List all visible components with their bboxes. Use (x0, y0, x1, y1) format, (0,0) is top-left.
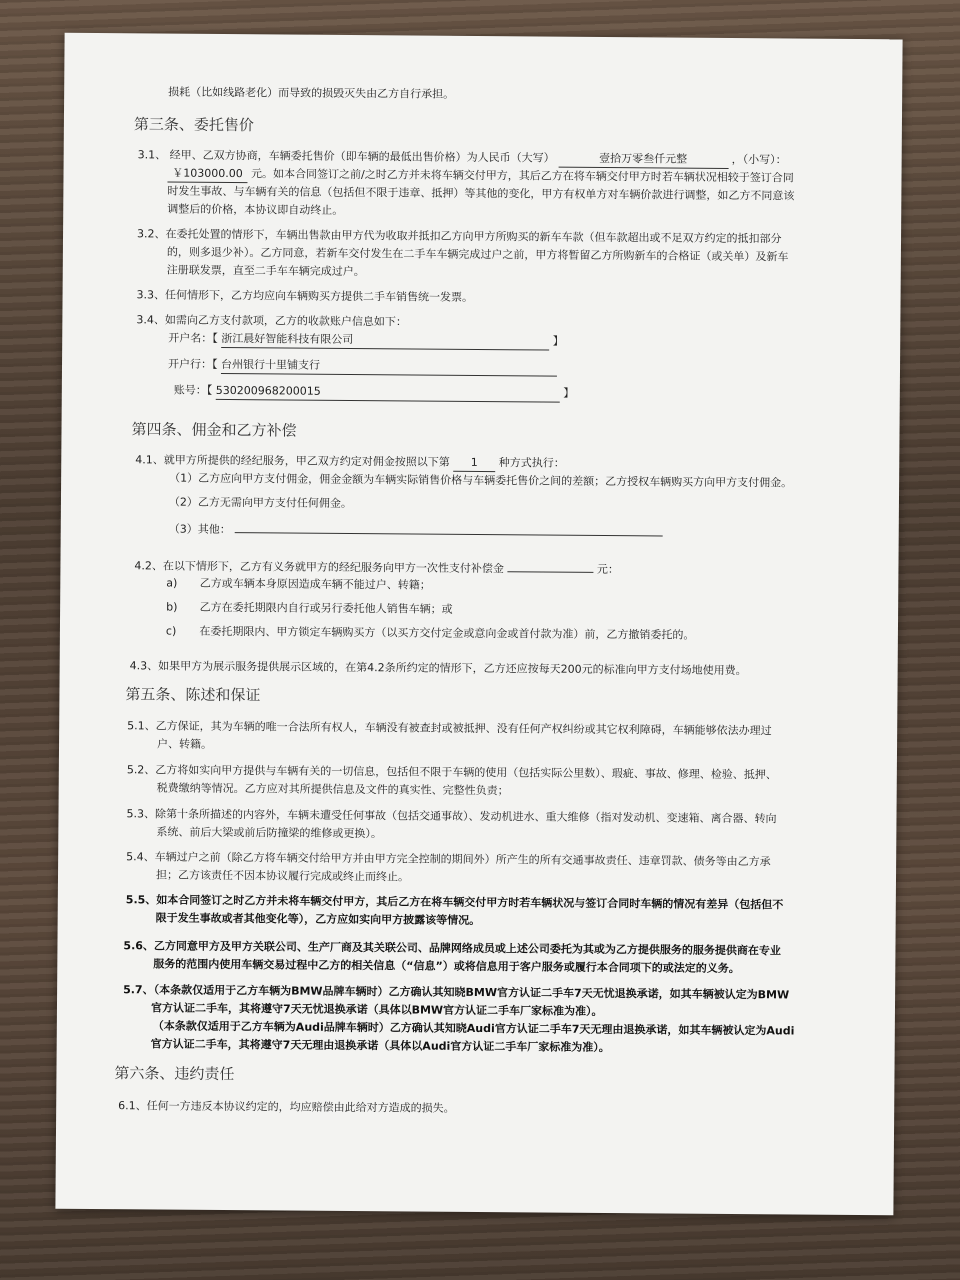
clause-5-6-line1: 5.6、乙方同意甲方及甲方关联公司、生产厂商及其关联公司、品牌网络成员或上述公司委托为其或为乙方提供服务的服务提供商在专业 (123, 939, 781, 958)
item-b-text: 乙方在委托期限内自行或另行委托他人销售车辆；或 (199, 600, 453, 616)
clause-5-2-line1: 5.2、乙方将如实向甲方提供与车辆有关的一切信息，包括但不限于车辆的使用（包括实际公里数）、瑕疵、事故、修理、检验、抵押、 (126, 763, 777, 782)
clause-3-1-text-a: 3.1、 经甲、乙双方协商，车辆委托售价（即车辆的最低出售价格）为人民币（大写） (137, 148, 555, 165)
clause-3-1-line3: 时发生事故、与车辆有关的信息（包括但不限于违章、抵押）等其他的变化，甲方有权单方对车辆价款进行调整，如乙方不同意该 (167, 184, 795, 203)
clause-5-7-line2: 官方认证二手车，其将遵守7天无忧退换承诺（具体以BMW官方认证二手车厂家标准为准）。 (150, 1001, 603, 1018)
clause-5-7-line3: （本条款仅适用于乙方车辆为Audi品牌车辆时）乙方确认其知晓Audi官方认证二手车7天无理由退换承诺，如其车辆被认定为Audi (152, 1019, 795, 1038)
account-bank-label: 开户行：【 (167, 357, 218, 371)
account-name-row (168, 330, 564, 351)
option-2: （2）乙方无需向甲方支付任何佣金。 (168, 495, 352, 510)
account-bank-row (168, 356, 557, 377)
account-number-value: 53020096820​0015 (216, 382, 560, 403)
clause-4-2-text-b: 元： (596, 562, 619, 577)
account-name-value: 浙江晨好智能科技有限公司 (221, 330, 549, 351)
clause-4-1-text-a: 4.1、就甲方所提供的经纪服务，甲乙双方约定对佣金按照以下第 (135, 453, 450, 469)
item-b (166, 599, 453, 618)
section-3-heading: 第三条、委托售价 (133, 115, 254, 135)
clause-5-3-line1: 5.3、除第十条所描述的内容外，车辆未遭受任何事故（包括交通事故）、发动机进水、重大维修（指对发动机、变速箱、离合器、转向 (126, 807, 777, 826)
item-c (166, 623, 695, 644)
price-in-words: 壹拾万零叁仟元整 (558, 150, 728, 169)
clause-4-3: 4.3、如果甲方为展示服务提供展示区域的，在第4.2条所约定的情形下，乙方还应按每天200元的标准向甲方支付场地使用费。 (129, 659, 747, 678)
clause-3-4: 3.4、如需向乙方支付款项，乙方的收款账户信息如下： (136, 313, 407, 329)
account-number-label: 账号：【 (173, 383, 213, 397)
clause-5-5-line2: 限于发生事故或者其他变化等），乙方应如实向甲方披露该等情况。 (155, 911, 481, 928)
item-c-text: 在委托期限内、甲方锁定车辆购买方（以买方交付定金或意向金或首付款为准）前，乙方撤销委托的。 (199, 624, 695, 642)
carryover-line: 损耗（比如线路老化）而导致的损毁灭失由乙方自行承担。 (168, 85, 455, 101)
clause-5-5-line1: 5.5、如本合同签订之时乙方并未将车辆交付甲方，其后乙方在将车辆交付甲方时若车辆状况与签订合同时车辆的情况有差异（包括但不 (125, 893, 784, 912)
clause-5-6-line2: 服务的范围内使用车辆交易过程中乙方的相关信息（“信息”）或将信息用于客户服务或履行本合同项下的或法定的义务。 (153, 957, 740, 976)
account-number-row (174, 382, 575, 403)
section-4-heading: 第四条、佣金和乙方补偿 (131, 420, 297, 440)
clause-3-2-line2: 的，则多退少补）。乙方同意，若新车交付发生在二手车车辆完成过户之前，甲方将暂留乙方所购新车的合格证（或关单）及新车 (166, 245, 789, 264)
account-name-label: 开户名：【 (168, 331, 218, 345)
item-a (166, 575, 431, 594)
clause-3-1-text-c: 元。如本合同签订之前/之时乙方并未将车辆交付甲方，其后乙方在将车辆交付甲方时若车辆状况相较于签订合同 (250, 167, 794, 185)
bracket-close: 】 (552, 334, 564, 348)
clause-5-3-line2: 系统、前后大梁或前后防撞梁的维修或更换）。 (156, 825, 382, 841)
option-1: （1）乙方应向甲方支付佣金，佣金金额为车辆实际销售价格与车辆委托售价之间的差额；乙方授权车辆购买方向甲方支付佣金。 (169, 471, 793, 490)
clause-4-1-text-b: 种方式执行： (498, 456, 565, 470)
clause-5-4-line2: 担；乙方该责任不因本协议履行完成或终止而终止。 (155, 868, 410, 884)
clause-5-7-line1: 5.7、（本条款仅适用于乙方车辆为BMW品牌车辆时）乙方确认其知晓BMW官方认证二手车7天无忧退换承诺，如其车辆被认定为BMW (123, 983, 790, 1002)
clause-5-1-line1: 5.1、乙方保证，其为车辆的唯一合法所有权人，车辆没有被查封或被抵押、没有任何产权纠纷或其它权利障碍，车辆能够依法办理过 (127, 719, 772, 738)
clause-5-2-line2: 税费缴纳等情况。乙方应对其所提供信息及文件的真实性、完整性负责； (156, 781, 509, 798)
option-3 (169, 518, 663, 542)
clause-3-3: 3.3、任何情形下，乙方均应向车辆购买方提供二手车销售统一发票。 (136, 288, 474, 304)
clause-3-1-text-b: ，（小写）： (731, 152, 787, 167)
account-bank-value: 台州银行十里铺支行 (221, 356, 557, 377)
clause-3-2-line3: 注册联发票，直至二手车车辆完成过户。 (166, 263, 365, 279)
clause-4-2-text-a: 4.2、在以下情形下，乙方有义务就甲方的经纪服务向甲方一次性支付补偿金 (134, 559, 504, 576)
commission-option-choice: 1 (453, 454, 495, 472)
item-a-label: a) (166, 576, 178, 590)
option-3-label: （3）其他： (168, 522, 231, 537)
bracket-close: 】 (563, 386, 575, 400)
clause-5-7-line4: 官方认证二手车，其将遵守7天无理由退换承诺（具体以Audi官方认证二手车厂家标准为准）。 (150, 1037, 610, 1055)
clause-6-1: 6.1、任何一方违反本协议约定的，均应赔偿由此给对方造成的损失。 (118, 1099, 455, 1115)
section-5-heading: 第五条、陈述和保证 (125, 685, 261, 705)
option-3-blank (234, 518, 662, 536)
clause-5-4-line1: 5.4、车辆过户之前（除乙方将车辆交付给甲方并由甲方完全控制的期间外）所产生的所有交通事故责任、违章罚款、债务等由乙方承 (126, 850, 771, 869)
item-b-label: b) (166, 600, 178, 614)
item-a-text: 乙方或车辆本身原因造成车辆不能过户、转籍； (199, 576, 431, 592)
item-c-label: c) (165, 624, 177, 638)
section-6-heading: 第六条、违约责任 (114, 1064, 235, 1084)
clause-3-2-line1: 3.2、在委托处置的情形下，车辆出售款由甲方代为收取并抵扣乙方向甲方所购买的新车车款（但车款超出或不足双方约定的抵扣部分 (137, 227, 782, 246)
clause-3-1-line4: 调整后的价格，本协议即自动终止。 (167, 202, 344, 217)
clause-5-1-line2: 户、转籍。 (156, 737, 213, 751)
contract-page (55, 33, 902, 1216)
price-in-figures: ￥103000.00 (167, 165, 247, 184)
compensation-blank (507, 557, 593, 573)
